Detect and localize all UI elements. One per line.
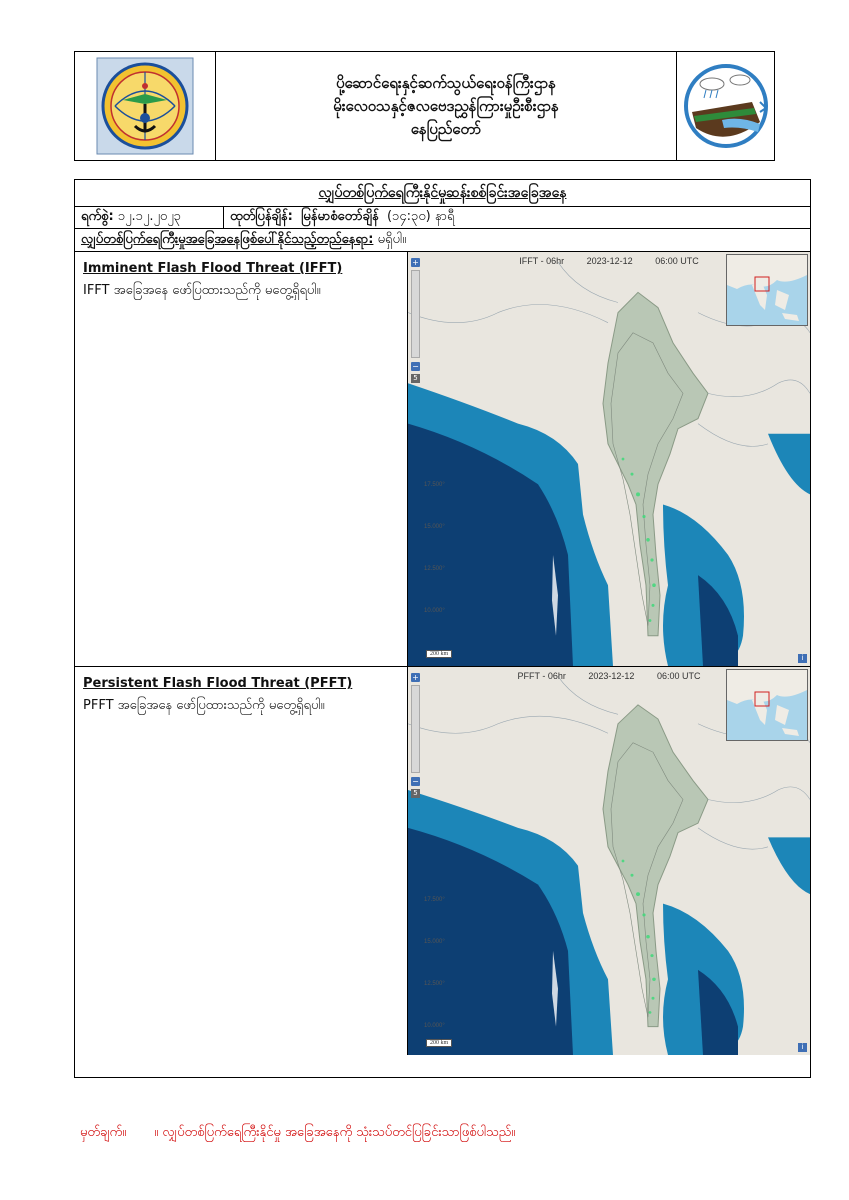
report-meta-row — [75, 207, 810, 229]
map-date-label: 2023-12-12 — [588, 671, 635, 681]
overview-inset-map[interactable] — [726, 669, 808, 741]
report-table — [74, 179, 811, 1078]
zoom-slider[interactable] — [411, 685, 420, 773]
lat-tick: 15.000° — [424, 524, 445, 530]
zoom-in-button[interactable]: + — [412, 673, 419, 682]
lat-tick: 10.000° — [424, 608, 445, 614]
lat-tick: 17.500° — [424, 482, 445, 488]
zoom-out-button[interactable]: − — [412, 777, 419, 786]
header-title — [216, 52, 676, 160]
header-ministry: ပို့ဆောင်ရေးနှင့်ဆက်သွယ်ရေးဝန်ကြီးဌာန — [336, 73, 556, 92]
map-date-label: 2023-12-12 — [586, 256, 633, 266]
location-row — [75, 229, 810, 252]
date-cell — [75, 207, 224, 228]
map-scale-bar: 200 km — [426, 650, 452, 658]
zoom-in-button[interactable]: + — [412, 258, 419, 267]
pfft-section — [75, 667, 810, 1055]
inset-map-canvas — [727, 670, 807, 740]
document-header — [74, 51, 775, 161]
dmh-logo-cell — [676, 52, 774, 160]
zoom-slider[interactable] — [411, 270, 420, 358]
lat-tick: 12.500° — [424, 566, 445, 572]
zoom-level-indicator: 5 — [411, 374, 420, 383]
pfft-heading: Persistent Flash Flood Threat (PFFT) — [83, 676, 353, 691]
map-info-button[interactable]: i — [798, 654, 807, 663]
map-scale-bar: 200 km — [426, 1039, 452, 1047]
header-city: နေပြည်တော် — [410, 119, 482, 138]
ifft-text-cell — [75, 252, 408, 666]
lat-tick: 12.500° — [424, 981, 445, 987]
footer-note-text: ။ လျှပ်တစ်ပြက်ရေကြီးနိုင်မှု အခြေအနေကို သုံးသပ်တင်ပြခြင်းသာဖြစ်ပါသည်။ — [154, 1125, 516, 1140]
footer-note — [80, 1124, 515, 1143]
ifft-heading: Imminent Flash Flood Threat (IFFT) — [83, 261, 343, 276]
date-label: ရက်စွဲ: — [81, 209, 114, 224]
header-department: မိုးလေဝသနှင့်ဇလဗေဒညွှန်ကြားမှုဦးစီးဌာန — [333, 96, 559, 115]
issue-time-cell — [224, 208, 454, 227]
zoom-out-button[interactable]: − — [412, 362, 419, 371]
ifft-map[interactable] — [408, 252, 810, 666]
issue-time-value: (၁၄:၃၀) နာရီ — [386, 209, 455, 224]
lat-tick: 15.000° — [424, 939, 445, 945]
pfft-text-cell — [75, 667, 408, 1055]
report-title: လျှပ်တစ်ပြက်ရေကြီးနိုင်မှုဆန်းစစ်ခြင်းအခြေအနေ — [75, 180, 810, 207]
location-value: မရှိပါ။ — [377, 231, 407, 247]
date-value: ၁၂.၁၂.၂၀၂၃ — [117, 209, 181, 224]
overview-inset-map[interactable] — [726, 254, 808, 326]
location-label: လျှပ်တစ်ပြက်ရေကြီးမှုအခြေအနေဖြစ်ပေါ်နိုင်သည့်တည်နေရာ: — [81, 231, 374, 247]
issue-label: ထုတ်ပြန်ချိန်: — [230, 209, 293, 224]
map-product-label: IFFT - 06hr — [519, 256, 565, 266]
ministry-logo-cell — [75, 52, 216, 160]
map-time-label: 06:00 UTC — [656, 671, 701, 681]
map-product-label: PFFT - 06hr — [517, 671, 566, 681]
pfft-body: PFFT အခြေအနေ ဖော်ပြထားသည်ကို မတွေ့ရှိရပါ။ — [83, 698, 325, 713]
map-info-button[interactable]: i — [798, 1043, 807, 1052]
ifft-body: IFFT အခြေအနေ ဖော်ပြထားသည်ကို မတွေ့ရှိရပါ။ — [83, 283, 321, 298]
inset-map-canvas — [727, 255, 807, 325]
pfft-map[interactable] — [408, 667, 810, 1055]
issue-timezone: မြန်မာစံတော်ချိန် — [301, 209, 379, 224]
zoom-level-indicator: 5 — [411, 789, 420, 798]
lat-tick: 10.000° — [424, 1023, 445, 1029]
lat-tick: 17.500° — [424, 897, 445, 903]
footer-note-label: မှတ်ချက်။ — [80, 1125, 127, 1140]
hydrology-cycle-logo-icon — [682, 62, 770, 150]
ministry-emblem-icon — [93, 56, 197, 156]
map-time-label: 06:00 UTC — [655, 256, 699, 266]
ifft-section — [75, 252, 810, 667]
